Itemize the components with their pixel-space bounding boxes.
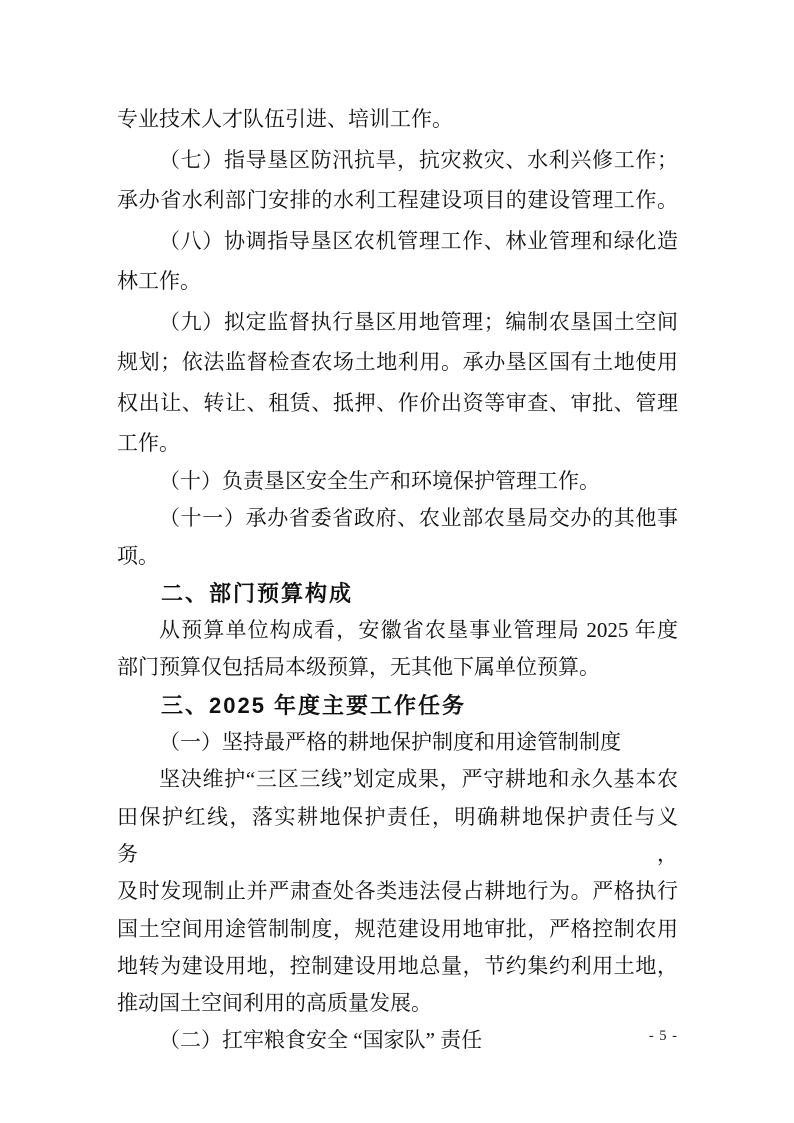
task-1-body-line: 国土空间用途管制制度，规范建设用地审批，严格控制农用 [117,916,678,941]
task-1-subheading: （一）坚持最严格的耕地保护制度和用途管制制度 [159,730,621,755]
task-2-subheading: （二）扛牢粮食安全 “国家队” 责任 [159,1028,483,1053]
item-9-line: （九）拟定监督执行垦区用地管理；编制农垦国土空间 [159,309,678,334]
item-8-line: （八）协调指导垦区农机管理工作、林业管理和绿化造 [159,228,678,253]
item-7-line: 承办省水利部门安排的水利工程建设项目的建设管理工作。 [117,188,678,212]
budget-composition-line: 部门预算仅包括局本级预算，无其他下属单位预算。 [117,655,600,680]
task-1-body-line: 地转为建设用地，控制建设用地总量，节约集约利用土地， [117,953,678,978]
paragraph-continuation-line: 专业技术人才队伍引进、培训工作。 [117,107,453,131]
item-8-line: 林工作。 [117,269,201,293]
task-1-body-line: 田保护红线，落实耕地保护责任，明确耕地保护责任与义务， [117,804,678,866]
page-number: - 5 - [648,1028,678,1044]
item-9-line: 规划；依法监督检查农场土地利用。承办垦区国有土地使用 [117,350,678,374]
item-11-line: （十一）承办省委省政府、农业部农垦局交办的其他事 [159,506,678,531]
item-9-line: 工作。 [117,431,180,455]
item-10-line: （十）负责垦区安全生产和环境保护管理工作。 [159,469,600,493]
section-2-heading: 二、部门预算构成 [161,580,354,606]
body-text-upper-block [117,99,678,464]
task-1-body-line: 及时发现制止并严肃查处各类违法侵占耕地行为。严格执行 [117,879,678,904]
task-1-body-line: 坚决维护“三区三线”划定成果，严守耕地和永久基本农 [159,767,678,792]
body-text-lower-block [117,463,678,1060]
item-9-line: 权出让、转让、租赁、抵押、作价出资等审查、审批、管理 [117,390,678,415]
item-11-line: 项。 [117,543,159,568]
section-3-heading: 三、2025 年度主要工作任务 [161,692,467,718]
budget-composition-line: 从预算单位构成看，安徽省农垦事业管理局 2025 年度 [159,618,678,643]
task-1-body-line: 推动国土空间利用的高质量发展。 [117,991,432,1016]
item-7-line: （七）指导垦区防汛抗旱，抗灾救灾、水利兴修工作； [159,147,678,172]
